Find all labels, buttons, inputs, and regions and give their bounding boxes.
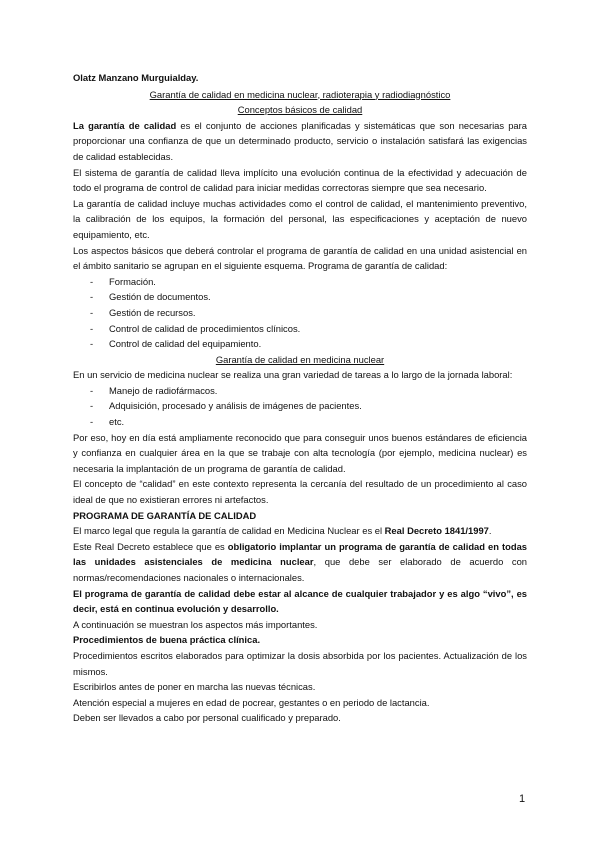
list-item-text: Gestión de documentos. [109,291,211,303]
paragraph-text: El marco legal que regula la garantía de calidad en Medicina Nuclear es el [73,525,385,537]
list-item-text: Formación. [109,275,156,287]
dash-bullet: - [90,384,94,396]
paragraph-text: . [488,525,492,537]
paragraph: El concepto de “calidad” en este contexto representa la cercanía del resultado de un procedimiento al caso ideal de que no existieran errores ni artefactos. [73,478,527,506]
list-item [73,414,527,430]
list-item-text: Adquisición, procesado y análisis de imágenes de pacientes. [109,400,362,412]
list-item-text: Control de calidad del equipamiento. [109,338,262,350]
paragraph: Atención especial a mujeres en edad de pocrear, gestantes o en periodo de lactancia. [73,696,430,708]
paragraph: La garantía de calidad incluye muchas actividades como el control de calidad, el mantenimiento preventivo, la calibración de los equipos, la formación del personal, las especificaciones y aceptación de nuevo equipamiento, etc. [73,197,527,240]
list-item [73,336,527,352]
list-item [73,321,527,337]
paragraph-text: Este Real Decreto establece que es [73,540,228,552]
paragraph: En un servicio de medicina nuclear se realiza una gran variedad de tareas a lo largo de la jornada laboral: [73,369,513,381]
dash-bullet: - [90,291,94,303]
list-item [73,289,527,305]
list-item-text: Control de calidad de procedimientos clínicos. [109,322,301,334]
paragraph: Procedimientos escritos elaborados para optimizar la dosis absorbida por los pacientes. Actualización de los mismos. [73,649,527,677]
subheading-buena-practica: Procedimientos de buena práctica clínica. [73,634,261,646]
dash-bullet: - [90,275,94,287]
paragraph-bold: El programa de garantía de calidad debe estar al alcance de cualquier trabajador y es algo “vivo”, es decir, está en continua evolución y desarrollo. [73,587,527,615]
list-item-text: Manejo de radiofármacos. [109,384,218,396]
list-item-text: Gestión de recursos. [109,306,196,318]
dash-bullet: - [90,306,94,318]
dash-bullet: - [90,322,94,334]
page-number: 1 [519,793,526,805]
dash-bullet: - [90,338,94,350]
paragraph: Por eso, hoy en día está ampliamente reconocido que para conseguir unos buenos estándares de eficiencia y confianza en cualquier área en la que se trabaje con alta tecnología (por ejemplo, medicina nuclear) es necesaria la implantación de un programa de garantía de calidad. [73,431,527,474]
document-body [73,70,527,726]
author-name: Olatz Manzano Murguialday. [73,72,199,83]
list-item [73,398,527,414]
paragraph-text: es el conjunto de acciones planificadas y sistemáticas que son necesarias para proporcionar una confianza de que un determinado producto, servicio o instalación satisfará las exigencias de calidad establecidas. [73,119,527,162]
section-heading-programa: PROGRAMA DE GARANTÍA DE CALIDAD [73,509,257,521]
list-item-text: etc. [109,416,125,428]
paragraph [73,523,527,539]
document-title: Garantía de calidad en medicina nuclear, radioterapia y radiodiagnóstico [149,88,451,100]
dash-bullet: - [90,416,94,428]
tasks-list [73,383,527,430]
paragraph [73,539,527,586]
dash-bullet: - [90,400,94,412]
section-heading-conceptos: Conceptos básicos de calidad [237,104,363,116]
list-item [73,383,527,399]
paragraph: El sistema de garantía de calidad lleva implícito una evolución continua de la efectividad y adecuación de todo el programa de control de calidad para iniciar medidas correctoras siempre que sea necesario. [73,166,527,194]
paragraph-text: , que debe ser elaborado de acuerdo con normas/recomendaciones nacionales o internacionales. [73,556,527,583]
list-item [73,274,527,290]
quality-program-list [73,274,527,352]
paragraph: A continuación se muestran los aspectos más importantes. [73,618,318,630]
paragraph: Los aspectos básicos que deberá controlar el programa de garantía de calidad en una unidad asistencial en el ámbito sanitario se agrupan en el siguiente esquema. Programa de garantía de calidad: [73,244,527,272]
bold-term: obligatorio implantar un programa de garantía de calidad en todas las unidades asistenciales de medicina nuclear [73,540,528,568]
bold-term: La garantía de calidad [73,119,177,131]
paragraph: Escribirlos antes de poner en marcha las nuevas técnicas. [73,681,316,693]
bold-term: Real Decreto 1841/1997 [384,525,489,537]
section-heading-medicina-nuclear: Garantía de calidad en medicina nuclear [215,353,385,365]
paragraph: Deben ser llevados a cabo por personal cualificado y preparado. [73,712,341,724]
paragraph [73,118,527,165]
list-item [73,305,527,321]
